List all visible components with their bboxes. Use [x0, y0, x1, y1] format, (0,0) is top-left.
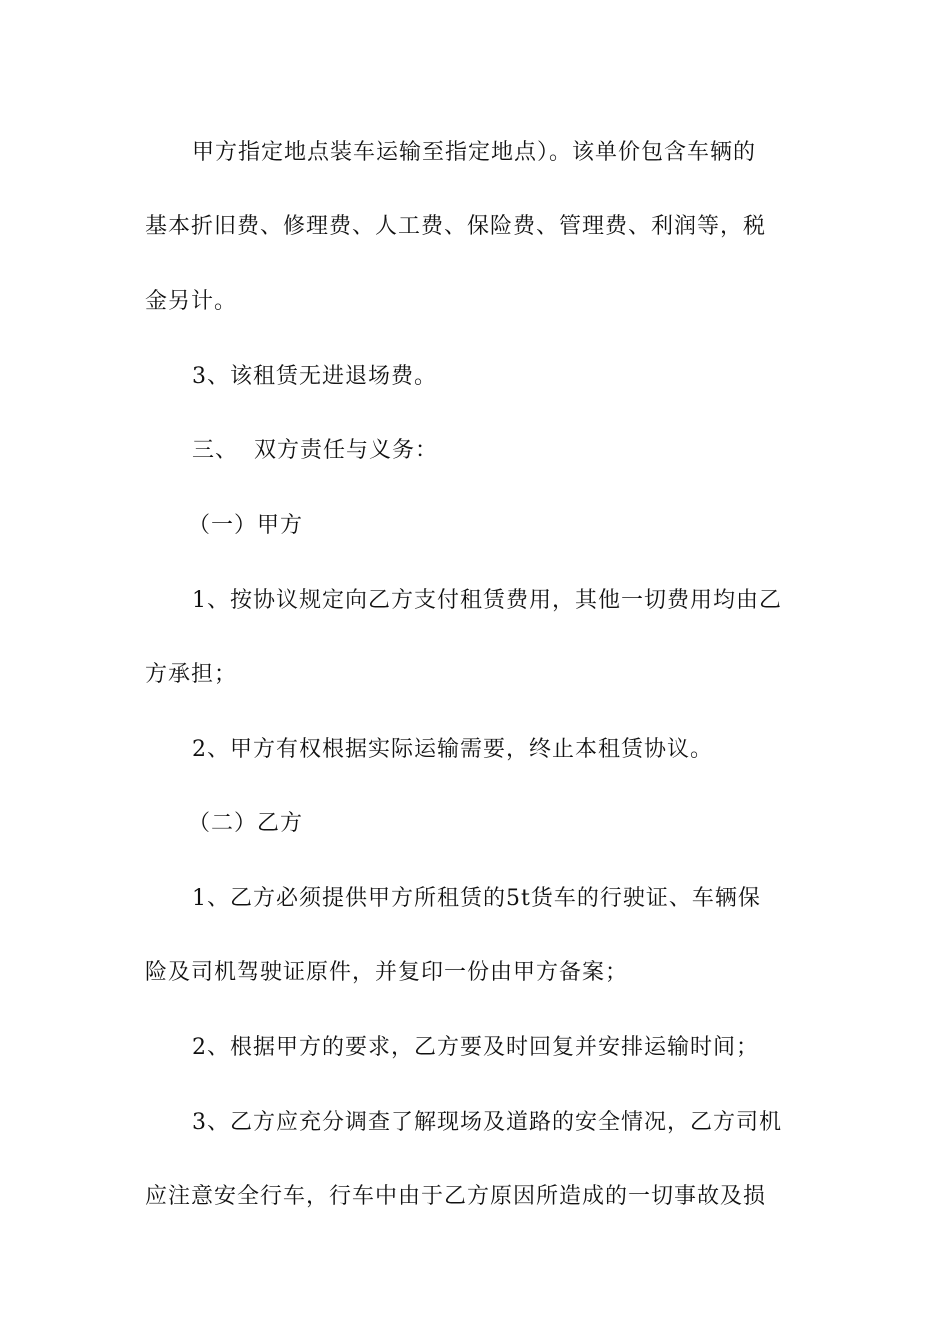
subsection-heading: （一）甲方: [188, 513, 304, 538]
paragraph-line: 3、乙方应充分调查了解现场及道路的安全情况，乙方司机: [192, 1110, 782, 1135]
paragraph-line: 基本折旧费、修理费、人工费、保险费、管理费、利润等，税: [145, 214, 767, 239]
section-heading: 三、 双方责任与义务：: [192, 438, 438, 463]
paragraph-line: 2、根据甲方的要求，乙方要及时回复并安排运输时间；: [192, 1035, 759, 1060]
paragraph-line: 1、乙方必须提供甲方所租赁的5t货车的行驶证、车辆保: [192, 886, 761, 911]
subsection-heading: （二）乙方: [188, 811, 304, 836]
paragraph-line: 险及司机驾驶证原件，并复印一份由甲方备案；: [145, 960, 629, 985]
paragraph-line: 1、按协议规定向乙方支付租赁费用，其他一切费用均由乙: [192, 588, 782, 613]
paragraph-line: 2、甲方有权根据实际运输需要，终止本租赁协议。: [192, 737, 713, 762]
paragraph-line: 甲方指定地点装车运输至指定地点）。该单价包含车辆的: [192, 140, 757, 165]
paragraph-line: 应注意安全行车，行车中由于乙方原因所造成的一切事故及损: [145, 1184, 767, 1209]
paragraph-line: 3、该租赁无进退场费。: [192, 364, 437, 389]
paragraph-line: 金另计。: [145, 289, 238, 314]
paragraph-line: 方承担；: [145, 662, 238, 687]
